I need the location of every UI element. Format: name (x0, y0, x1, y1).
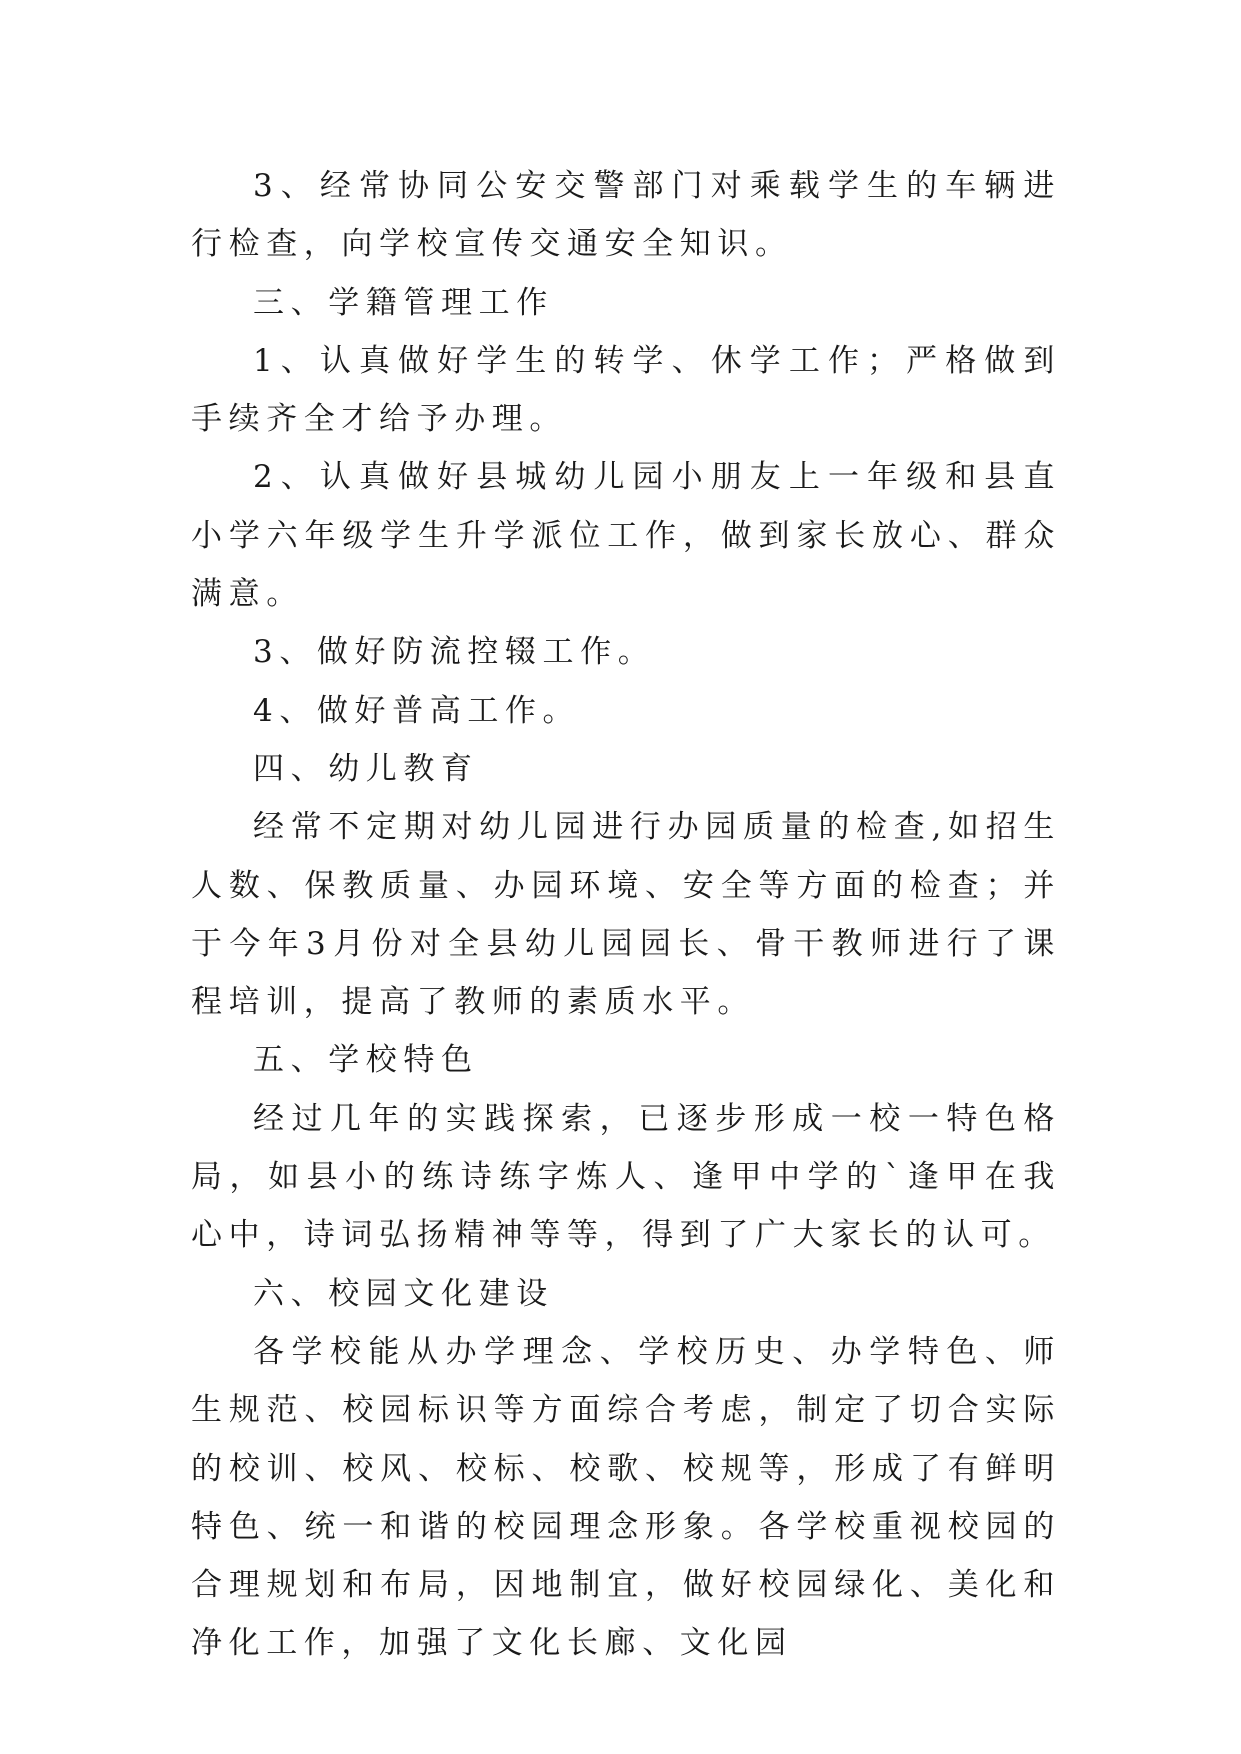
paragraph-transfer-work: 1、认真做好学生的转学、休学工作；严格做到手续齐全才给予办理。 (191, 342, 1061, 438)
paragraph-campus-culture: 各学校能从办学理念、学校历史、办学特色、师生规范、校园标识等方面综合考虑，制定了切合实际的校训、校风、校标、校歌、校规等，形成了有鲜明特色、统一和谐的校园理念形象。各学校重视校园的合理规划和布局，因地制宜，做好校园绿化、美化和净化工作，加强了文化长廊、文化园 (191, 1333, 1061, 1662)
document-body (191, 157, 1061, 1673)
heading-preschool-education: 四、幼儿教育 (253, 750, 479, 787)
paragraph-enrollment-assignment: 2、认真做好县城幼儿园小朋友上一年级和县直小学六年级学生升学派位工作，做到家长放心、群众满意。 (191, 459, 1061, 613)
paragraph-traffic-safety: 3、经常协同公安交警部门对乘载学生的车辆进行检查，向学校宣传交通安全知识。 (191, 168, 1061, 263)
heading-school-features: 五、学校特色 (253, 1042, 479, 1079)
paragraph-kindergarten-inspection: 经常不定期对幼儿园进行办园质量的检查,如招生人数、保教质量、办园环境、安全等方面的检查；并于今年3月份对全县幼儿园园长、骨干教师进行了课程培训，提高了教师的素质水平。 (191, 809, 1061, 1021)
paragraph-dropout-control: 3、做好防流控辍工作。 (253, 634, 656, 671)
heading-student-records: 三、学籍管理工作 (253, 284, 554, 321)
paragraph-high-school: 4、做好普高工作。 (253, 692, 581, 729)
paragraph-school-features: 经过几年的实践探索，已逐步形成一校一特色格局，如县小的练诗练字炼人、逢甲中学的`逢甲在我心中，诗词弘扬精神等等，得到了广大家长的认可。 (191, 1100, 1061, 1254)
heading-campus-culture: 六、校园文化建设 (253, 1275, 554, 1312)
